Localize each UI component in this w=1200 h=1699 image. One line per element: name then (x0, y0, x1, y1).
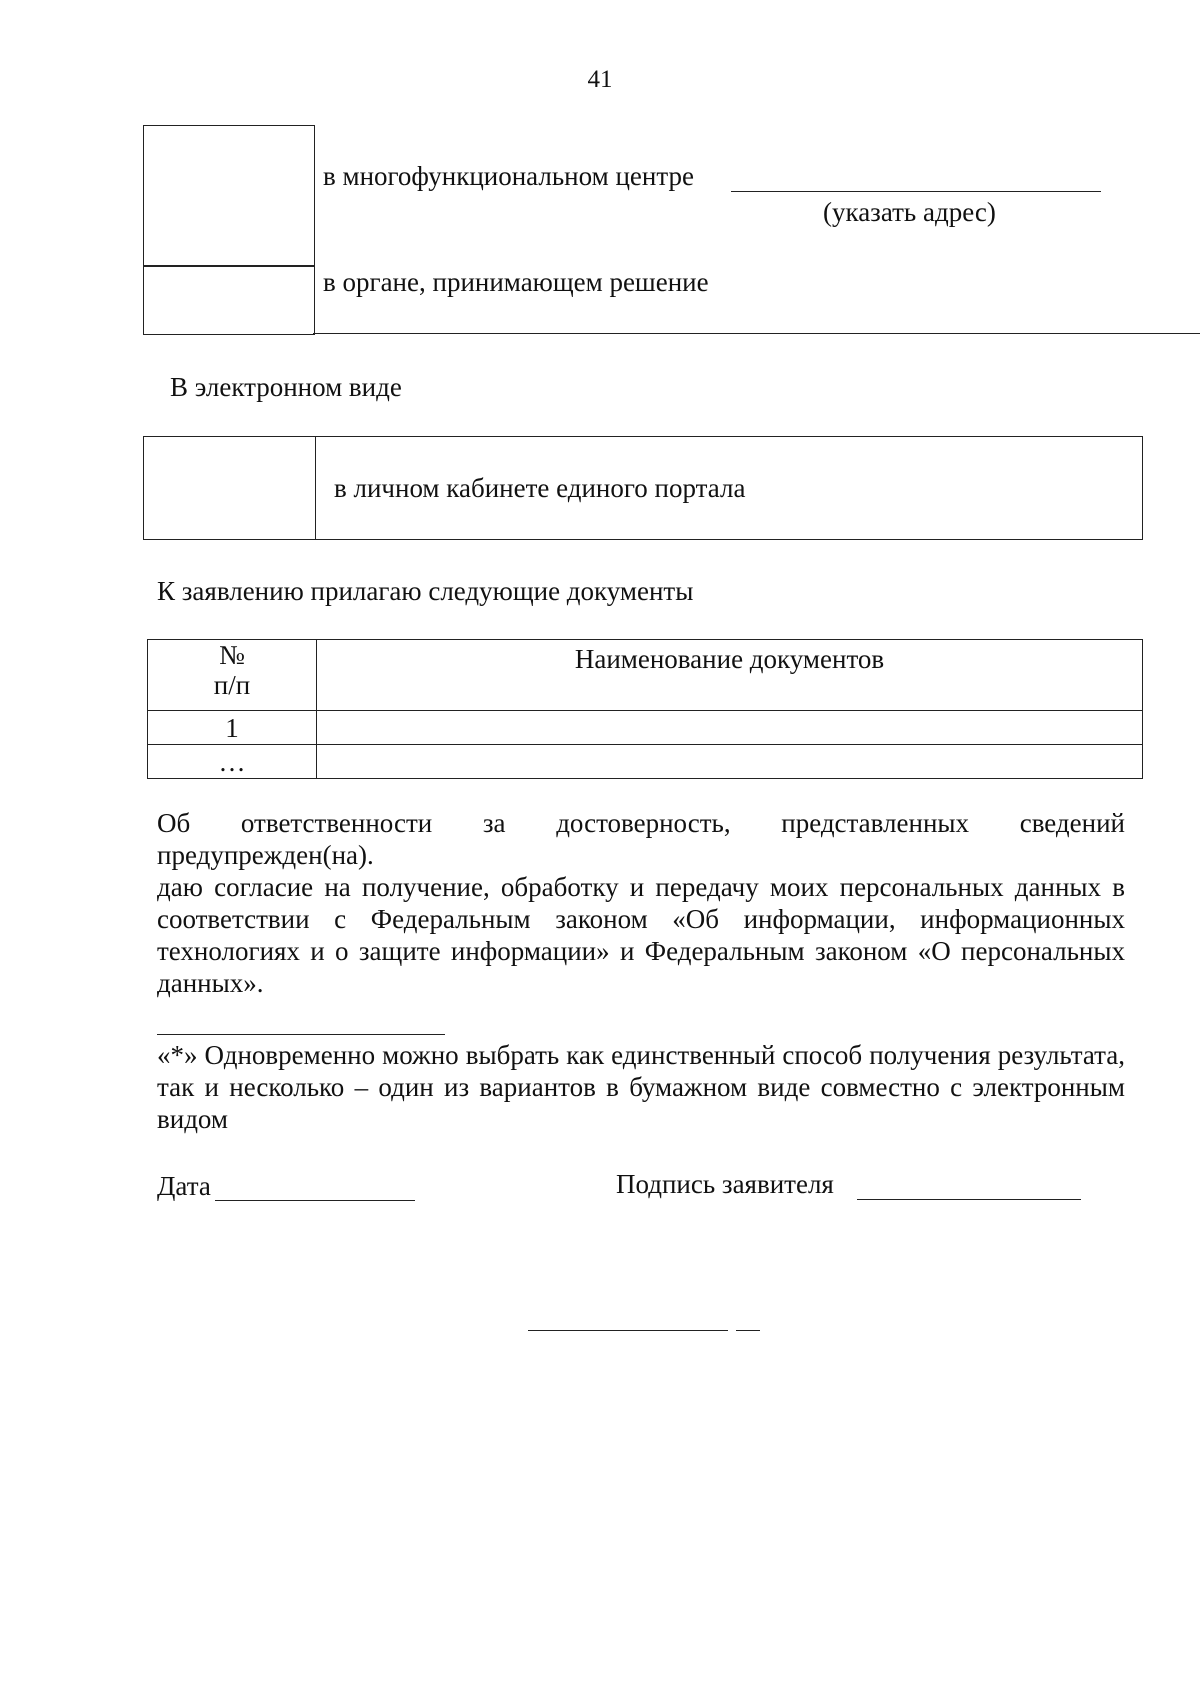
footnote-text: «*» Одновременно можно выбрать как единственный способ получения результата, так и несколько – один из вариантов в бумажном виде совместно с электронным видом (157, 1040, 1125, 1134)
page-number: 41 (587, 66, 613, 93)
attachments-heading: К заявлению прилагаю следующие документы (157, 576, 694, 606)
consent-paragraph (157, 807, 1125, 999)
row-number: 1 (148, 711, 317, 745)
paper-delivery-table (143, 125, 1143, 335)
electronic-heading: В электронном виде (170, 372, 402, 402)
mfc-option-label: в многофункциональном центре (323, 161, 694, 191)
attachments-table (147, 639, 1143, 779)
electronic-delivery-table (143, 436, 1143, 540)
signature-label: Подпись заявителя (616, 1169, 834, 1199)
end-of-document-dash (736, 1330, 760, 1331)
authority-checkbox[interactable] (143, 265, 315, 335)
date-field[interactable] (215, 1200, 415, 1201)
consent-text: даю согласие на получение, обработку и передачу моих персональных данных в соответствии с Федеральным законом «Об информации, информационных технологиях и о защите информации» и Федеральным законом «О персональных данных». (157, 872, 1125, 998)
portal-checkbox[interactable] (144, 437, 316, 539)
warned-line: предупрежден(на). (157, 840, 374, 870)
portal-option-label: в личном кабинете единого портала (334, 473, 746, 503)
document-name-cell[interactable] (317, 711, 1143, 745)
table-row (148, 711, 1143, 745)
date-label: Дата (157, 1171, 211, 1201)
mfc-address-field[interactable] (731, 191, 1101, 192)
table-rule (313, 333, 1200, 334)
document-name-cell[interactable] (317, 745, 1143, 779)
table-header-row (148, 640, 1143, 711)
column-header-number: № п/п (148, 640, 317, 711)
signature-field[interactable] (857, 1199, 1081, 1200)
footnote-separator (157, 1034, 445, 1035)
responsibility-line: Об ответственности за достоверность, представленных сведений (157, 808, 1125, 838)
authority-option-label: в органе, принимающем решение (323, 267, 709, 297)
table-row (148, 745, 1143, 779)
end-of-document-rule (528, 1330, 728, 1331)
mfc-checkbox[interactable] (143, 125, 315, 267)
row-number: … (148, 745, 317, 779)
address-hint: (указать адрес) (823, 197, 996, 227)
footnote (157, 1039, 1125, 1135)
column-header-document-name: Наименование документов (317, 640, 1143, 711)
